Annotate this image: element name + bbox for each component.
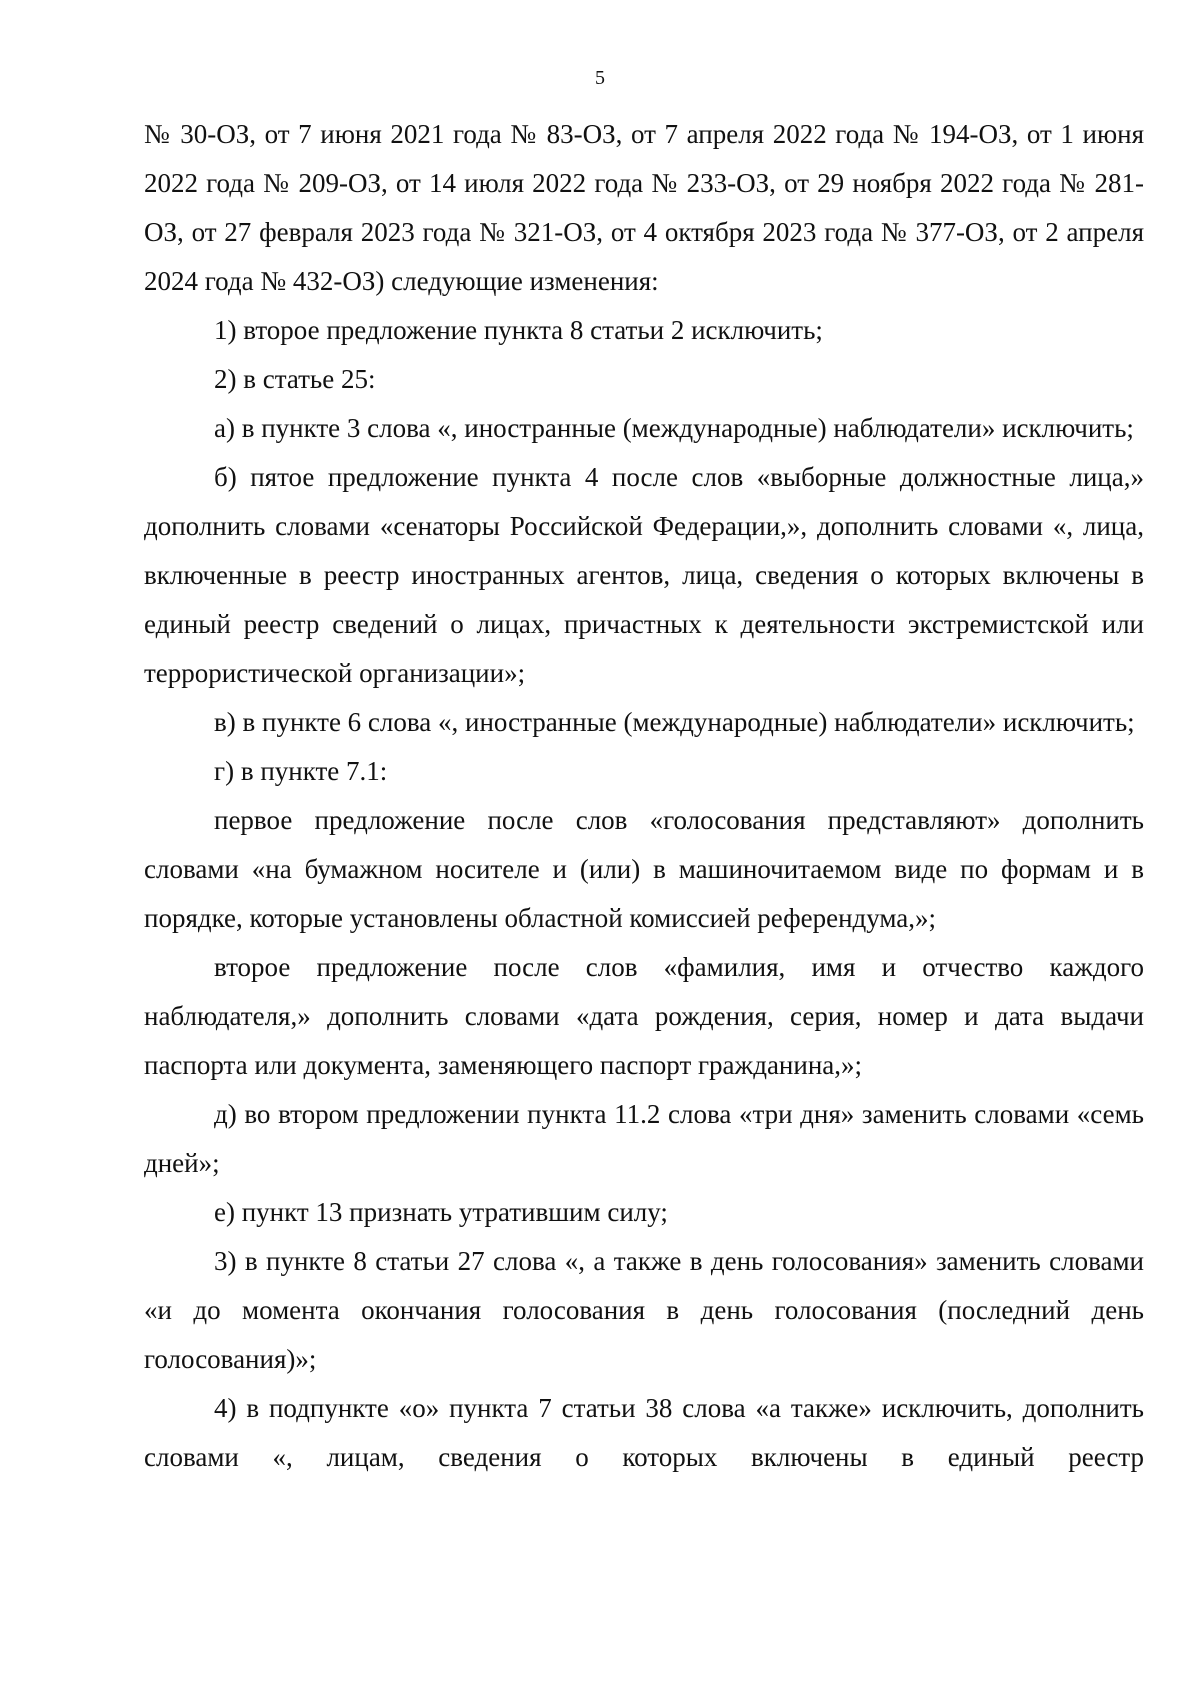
- paragraph-item-4: 4) в подпункте «о» пункта 7 статьи 38 слова «а также» исключить, дополнить словами «, лицам, сведения о которых включены в единый реестр: [144, 1393, 1144, 1472]
- paragraph-item-2g: г) в пункте 7.1:: [214, 756, 388, 786]
- paragraph-item-3: 3) в пункте 8 статьи 27 слова «, а также в день голосования» заменить словами «и до момента окончания голосования в день голосования (последний день голосования)»;: [144, 1246, 1144, 1374]
- paragraph-item-2e: е) пункт 13 признать утратившим силу;: [214, 1197, 668, 1227]
- paragraph-item-2d: д) во втором предложении пункта 11.2 слова «три дня» заменить словами «семь дней»;: [144, 1099, 1144, 1178]
- paragraph-item-2b: б) пятое предложение пункта 4 после слов «выборные должностные лица,» дополнить словами «сенаторы Российской Федерации,», дополнить словами «, лица, включенные в реестр иностранных агентов, лица, сведения о которых включены в единый реестр сведений о лицах, причастных к деятельности экстремистской или террористической организации»;: [144, 462, 1144, 688]
- paragraph-item-2g-second: второе предложение после слов «фамилия, имя и отчество каждого наблюдателя,» дополнить словами «дата рождения, серия, номер и дата выдачи паспорта или документа, заменяющего паспорт гражданина,»;: [144, 952, 1144, 1080]
- document-body: [144, 110, 1144, 1482]
- paragraph-item-1: 1) второе предложение пункта 8 статьи 2 исключить;: [214, 315, 823, 345]
- paragraph-item-2g-first: первое предложение после слов «голосования представляют» дополнить словами «на бумажном носителе и (или) в машиночитаемом виде по формам и в порядке, которые установлены областной комиссией референдума,»;: [144, 805, 1144, 933]
- paragraph-amendment-list: № 30-ОЗ, от 7 июня 2021 года № 83-ОЗ, от 7 апреля 2022 года № 194-ОЗ, от 1 июня 2022 года № 209-ОЗ, от 14 июля 2022 года № 233-ОЗ, от 29 ноября 2022 года № 281-ОЗ, от 27 февраля 2023 года № 321-ОЗ, от 4 октября 2023 года № 377-ОЗ, от 2 апреля 2024 года № 432-ОЗ) следующие изменения:: [144, 119, 1144, 296]
- paragraph-item-2: 2) в статье 25:: [214, 364, 376, 394]
- paragraph-item-2a: а) в пункте 3 слова «, иностранные (международные) наблюдатели» исключить;: [214, 413, 1134, 443]
- page-number: 5: [595, 67, 605, 89]
- paragraph-item-2v: в) в пункте 6 слова «, иностранные (международные) наблюдатели» исключить;: [214, 707, 1135, 737]
